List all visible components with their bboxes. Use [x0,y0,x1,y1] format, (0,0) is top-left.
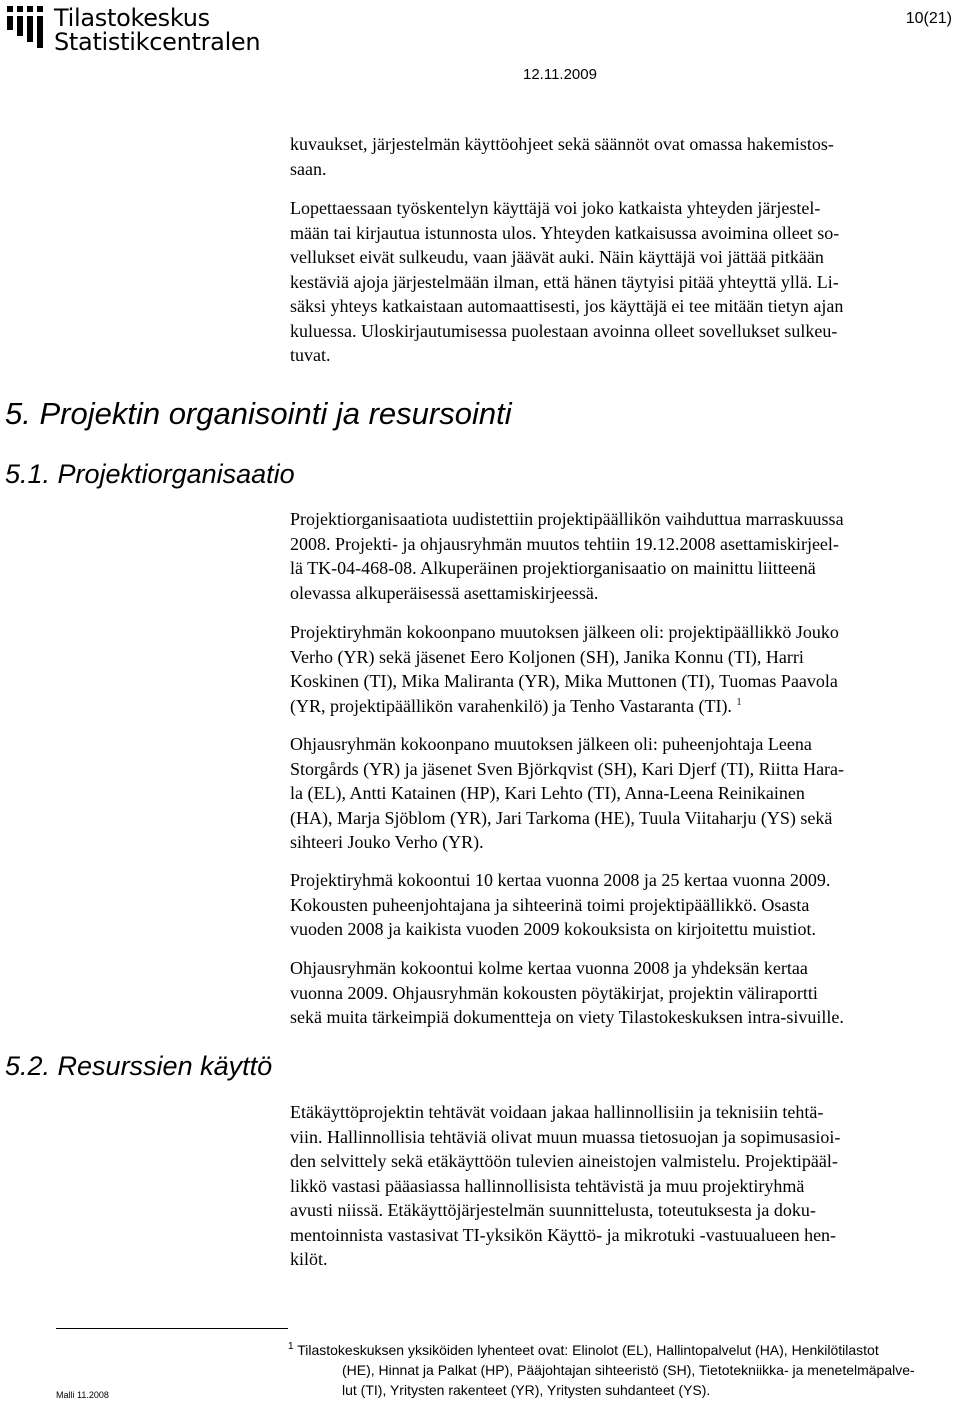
text-line: Koskinen (TI), Mika Maliranta (YR), Mika Muttonen (TI), Tuomas Paavola [290,671,838,691]
section-heading-5-1: 5.1. Projektiorganisaatio [5,459,295,489]
text-line: olevassa alkuperäisessä asettamiskirjeessä. [290,582,599,603]
logo-name-finnish: Tilastokeskus [54,4,210,32]
text-line: Projektiorganisaatiota uudistettiin projektipäällikön vaihduttua marraskuussa [290,509,844,529]
text-line: viin. Hallinnollisia tehtäviä olivat muun muassa tietosuojan ja sopimusasioi- [290,1126,841,1147]
text-line: (HA), Marja Sjöblom (YR), Jari Tarkoma (HE), Tuula Viitaharju (YS) sekä [290,807,833,828]
footnote-line [288,1340,915,1360]
text-line: Storgårds (YR) ja jäsenet Sven Björkqvist (SH), Kari Djerf (TI), Riitta Hara- [290,758,845,779]
intro-paragraph [290,132,958,181]
footnote-line: lut (TI), Yritysten rakenteet (YR), Yritysten suhdanteet (YS). [342,1382,711,1398]
resource-paragraph [290,1100,958,1272]
org-paragraph-3 [290,732,958,855]
text-line: kilöt. [290,1249,328,1269]
text-line: avusti niissä. Etäkäyttöjärjestelmän suunnittelusta, toteutuksesta ja doku- [290,1200,816,1220]
text-line: Ohjausryhmän kokoontui kolme kertaa vuonna 2008 ja yhdeksän kertaa [290,958,808,978]
text-line: sihteeri Jouko Verho (YR). [290,832,484,852]
text-line: likkö vastasi pääasiassa hallinnollisista tehtävistä ja muu projektiryhmä [290,1175,805,1196]
text-line: lä TK-04-468-08. Alkuperäinen projektiorganisaatio on mainittu liitteenä [290,558,816,578]
text-line: vellukset eivät sulkeudu, vaan jäävät auki. Näin käyttäjä voi jättää pitkään [290,247,824,267]
text-line: Etäkäyttöprojektin tehtävät voidaan jakaa hallinnollisiin ja teknisiin tehtä- [290,1102,824,1122]
text-line: vuoden 2008 ja kaikista vuoden 2009 kokouksista on kirjoitettu muistiot. [290,919,816,939]
section-heading-5-2: 5.2. Resurssien käyttö [5,1051,273,1081]
text-line: Lopettaessaan työskentelyn käyttäjä voi joko katkaista yhteyden järjestel- [290,198,821,218]
text-line: kuvaukset, järjestelmän käyttöohjeet sekä säännöt ovat omassa hakemistos- [290,134,834,154]
footnote-marker: 1 [288,1341,294,1352]
text-line-content: (YR, projektipäällikön varahenkilö) ja Tenho Vastaranta (TI). [290,695,732,716]
org-paragraph-4 [290,868,958,942]
logo-name-swedish: Statistikcentralen [54,28,261,56]
text-line: Kokousten puheenjohtajana ja sihteerinä toimi projektipäällikkö. Osasta [290,894,810,915]
text-line: kuluessa. Uloskirjautumisessa puolestaan avoinna olleet sovellukset sulkeu- [290,320,838,341]
logout-paragraph [290,196,958,368]
text-line: tuvat. [290,345,331,365]
text-line [290,694,958,719]
org-paragraph-1 [290,507,958,605]
text-line: vuonna 2009. Ohjausryhmän kokousten pöytäkirjat, projektin väliraportti [290,982,818,1003]
text-line: la (EL), Antti Katainen (HP), Kari Lehto (TI), Anna-Leena Reinikainen [290,783,805,803]
footnote-divider [56,1328,288,1329]
text-line: mentoinnista vastasivat TI-yksikön Käyttö- ja mikrotuki -vastuualueen hen- [290,1224,837,1245]
text-line: den selvittely sekä etäkäyttöön tulevien aineistojen valmistelu. Projektipääl- [290,1151,838,1171]
text-line: Projektiryhmä kokoontui 10 kertaa vuonna 2008 ja 25 kertaa vuonna 2009. [290,870,831,890]
text-line: mään tai kirjautua istunnosta ulos. Yhteyden katkaisussa avoimina olleet so- [290,222,840,243]
text-line: sekä muita tärkeimpiä dokumentteja on viety Tilastokeskuksen intra-sivuille. [290,1007,844,1027]
footnote-reference: 1 [736,696,742,708]
footnote [288,1340,915,1400]
text-line: kestäviä ajoja järjestelmään ilman, että hänen täytyisi pitää yhteyttä yllä. Li- [290,271,839,292]
text-line: 2008. Projekti- ja ohjausryhmän muutos tehtiin 19.12.2008 asettamiskirjeel- [290,533,839,554]
footnote-text: Tilastokeskuksen yksiköiden lyhenteet ovat: Elinolot (EL), Hallintopalvelut (HA), Henkilötilastot [297,1342,879,1358]
text-line: säksi yhteys katkaistaan automaattisesti, jos käyttäjä ei tee mitään tietyn ajan [290,296,844,316]
org-paragraph-2 [290,620,958,718]
document-date: 12.11.2009 [523,66,597,83]
text-line: saan. [290,158,327,179]
template-label: Malli 11.2008 [56,1390,109,1400]
text-line: Ohjausryhmän kokoonpano muutoksen jälkeen oli: puheenjohtaja Leena [290,734,812,754]
footnote-line: (HE), Hinnat ja Palkat (HP), Pääjohtajan sihteeristö (SH), Tietotekniikka- ja menetelmäpalve- [342,1362,915,1378]
tilastokeskus-logo-icon [4,3,50,51]
section-heading-5: 5. Projektin organisointi ja resursointi [5,396,512,431]
text-line: Verho (YR) sekä jäsenet Eero Koljonen (SH), Janika Konnu (TI), Harri [290,646,804,667]
org-paragraph-5 [290,956,958,1030]
page-number: 10(21) [905,10,952,27]
text-line: Projektiryhmän kokoonpano muutoksen jälkeen oli: projektipäällikkö Jouko [290,622,839,642]
